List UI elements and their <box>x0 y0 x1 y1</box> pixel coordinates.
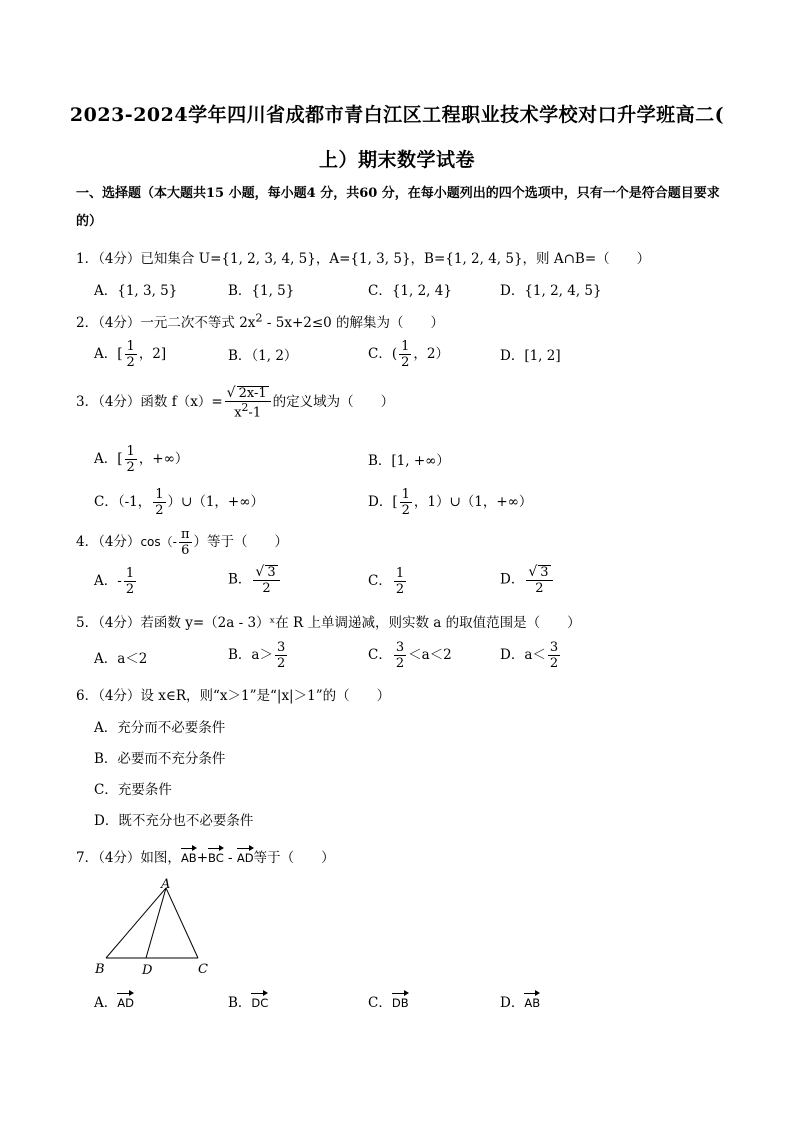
q4-b-num <box>253 565 279 581</box>
q2-a-frac <box>125 340 137 369</box>
q3-c-pre: C．（-1， <box>94 494 152 510</box>
q2-option-a <box>94 340 166 369</box>
q4-c-num: 1 <box>395 566 405 581</box>
q5-c-frac <box>394 641 406 670</box>
q4-d-label: D． <box>500 571 525 588</box>
q1-option-b: B．{1, 5} <box>228 283 295 299</box>
q4-b-den: 2 <box>262 581 271 596</box>
q7-c-vector: DB <box>392 990 409 1010</box>
q4-b-label: B． <box>228 571 252 588</box>
question-4-stem <box>76 528 288 557</box>
q7-b-label: B． <box>228 995 252 1011</box>
q4-a-frac <box>124 567 136 596</box>
question-1-stem: 1．（4分）已知集合 U={1, 2, 3, 4, 5}，A={1, 3, 5}，B={1, 2, 4, 5}，则 A∩B=（ ） <box>76 251 651 267</box>
q5-c-post: ＜a＜2 <box>408 647 452 663</box>
q3-option-c <box>94 488 264 517</box>
question-7-stem <box>76 845 335 866</box>
triangle-figure <box>88 876 218 980</box>
question-6-stem: 6．（4分）设 x∈R，则“x＞1”是“|x|＞1”的（ ） <box>76 688 391 704</box>
exam-title-line1: 2023-2024学年四川省成都市青白江区工程职业技术学校对口升学班高二( <box>69 104 725 126</box>
q4-c-label: C． <box>368 573 392 589</box>
q5-b-den: 2 <box>276 656 286 671</box>
q3-den-a: x <box>234 405 242 421</box>
q1-option-c: C．{1, 2, 4} <box>368 283 452 299</box>
q2-option-b: B．（1, 2） <box>228 348 298 364</box>
q6-option-a: A．充分而不必要条件 <box>94 720 226 736</box>
q7-c-label: C． <box>368 995 392 1011</box>
q7-stem-a: 7．（4分）如图， <box>76 850 181 866</box>
q4-stem-b: ）等于（ ） <box>193 534 289 550</box>
q5-option-b <box>228 641 289 670</box>
q2-a-num: 1 <box>126 339 135 354</box>
q7-b-vector: DC <box>251 990 268 1010</box>
q5-c-den: 2 <box>395 656 405 671</box>
q5-b-pre: B．a＞ <box>228 647 273 663</box>
q4-a-num: 1 <box>125 566 135 581</box>
vector-ad: AD <box>237 845 254 865</box>
q4-d-frac <box>526 565 552 595</box>
q5-c-num: 3 <box>395 640 405 655</box>
q4-c-frac <box>394 567 406 596</box>
label-c: C <box>198 962 208 977</box>
q4-d-den: 2 <box>535 581 544 596</box>
q3-a-post: ，+∞） <box>138 451 189 467</box>
q4-option-c <box>368 567 408 596</box>
q7-stem-b: 等于（ ） <box>253 850 335 866</box>
q7-a-label: A． <box>94 995 118 1011</box>
q7-d-label: D． <box>500 995 525 1011</box>
vector-bc: BC <box>208 845 224 865</box>
q5-b-num: 3 <box>276 640 286 655</box>
q1-option-a: A．{1, 3, 5} <box>94 283 178 299</box>
q4-b-frac <box>253 565 279 595</box>
q2-c-frac <box>399 340 411 369</box>
q5-d-frac <box>548 641 560 670</box>
q7-d-vector: AB <box>524 990 540 1010</box>
sqrt-symbol: √ <box>226 385 236 401</box>
q7-option-d <box>500 990 540 1011</box>
q4-option-a <box>94 567 138 596</box>
q7-a-vector: AD <box>117 990 134 1010</box>
q3-den <box>225 402 271 419</box>
q4-d-num <box>526 565 552 581</box>
q5-option-a: A．a＜2 <box>94 651 148 667</box>
exam-title-line2: 上）期末数学试卷 <box>318 149 475 171</box>
q2-stem-b: - 5x+2≤0 的解集为（ ） <box>262 315 445 331</box>
q4-d-radicand: 3 <box>540 565 549 580</box>
q5-b-frac <box>275 641 287 670</box>
q3-stem-a: 3．（4分）函数 f（x）= <box>76 394 223 411</box>
q7-minus: - <box>223 850 237 866</box>
q5-d-num: 3 <box>549 640 559 655</box>
q5-d-pre: D．a＜ <box>500 647 546 663</box>
q1-option-d: D．{1, 2, 4, 5} <box>500 283 602 299</box>
q3-stem-b: 的定义域为（ ） <box>272 394 395 411</box>
segment-ad <box>146 888 166 958</box>
sqrt-symbol: √ <box>528 564 538 580</box>
q2-stem-a: 2．（4分）一元二次不等式 2x <box>76 315 256 331</box>
q3-num <box>225 386 271 402</box>
q3-a-pre: A．[ <box>94 451 123 467</box>
q3-c-post: ）∪（1，+∞） <box>167 494 264 510</box>
q3-d-frac <box>400 488 412 517</box>
label-a: A <box>161 877 171 892</box>
q7-option-b <box>228 990 268 1011</box>
q5-d-den: 2 <box>549 656 559 671</box>
q3-d-post: ，1）∪（1，+∞） <box>413 494 533 510</box>
question-3-stem <box>76 386 394 419</box>
q7-option-a <box>94 990 134 1011</box>
q6-option-c: C．充要条件 <box>94 782 172 798</box>
q3-option-d <box>368 488 532 517</box>
q3-a-frac <box>125 445 137 474</box>
q3-a-num: 1 <box>126 444 135 459</box>
q3-num-radicand: 2x-1 <box>238 386 267 401</box>
q2-option-c <box>368 340 449 369</box>
vector-ab: AB <box>181 845 197 865</box>
label-b: B <box>95 962 105 977</box>
segment-ac <box>166 888 198 958</box>
q6-option-d: D．既不充分也不必要条件 <box>94 813 254 829</box>
sqrt-symbol: √ <box>255 564 265 580</box>
q3-c-den: 2 <box>155 503 164 518</box>
q7-option-c <box>368 990 409 1011</box>
q2-a-post: ，2] <box>138 346 167 362</box>
q7-plus: + <box>196 850 209 866</box>
q2-stem-sup: 2 <box>255 311 263 325</box>
q2-c-den: 2 <box>401 355 410 370</box>
q3-c-num: 1 <box>155 487 164 502</box>
q4-a-den: 2 <box>125 582 135 597</box>
q3-option-b: B．[1, +∞） <box>368 453 450 469</box>
q3-c-frac <box>153 488 165 517</box>
segment-ab <box>106 888 166 958</box>
q6-option-b: B．必要而不充分条件 <box>94 751 226 767</box>
q4-option-b <box>228 565 282 595</box>
q3-d-pre: D．[ <box>368 494 398 510</box>
q3-frac <box>225 386 271 419</box>
q4-stem-a: 4．（4分） <box>76 534 141 550</box>
q2-c-num: 1 <box>401 339 410 354</box>
q3-den-b: -1 <box>248 405 262 421</box>
q4-pi: π <box>180 527 190 542</box>
q5-option-d <box>500 641 562 670</box>
question-5-stem: 5．（4分）若函数 y=（2a - 3）ˣ在 R 上单调递减，则实数 a 的取值范围是（ ） <box>76 615 581 631</box>
q2-a-pre: A．[ <box>94 346 123 362</box>
q4-c-den: 2 <box>395 582 405 597</box>
q4-b-radicand: 3 <box>267 565 276 580</box>
q3-a-den: 2 <box>126 460 135 475</box>
q4-a-label: A．- <box>94 573 122 589</box>
q3-d-den: 2 <box>401 503 410 518</box>
q5-option-c <box>368 641 452 670</box>
q2-a-den: 2 <box>126 355 135 370</box>
label-d: D <box>142 963 153 978</box>
q4-option-d <box>500 565 555 595</box>
q3-d-num: 1 <box>401 487 410 502</box>
question-2-stem <box>76 311 444 331</box>
q3-den-sup: 2 <box>241 401 249 414</box>
section-heading: 一、选择题（本大题共15 小题，每小题4 分，共60 分，在每小题列出的四个选项中，只有一个是符合题目要求的） <box>76 186 720 229</box>
q3-option-a <box>94 445 188 474</box>
q2-option-d: D．[1, 2] <box>500 348 561 364</box>
q4-frac <box>179 528 192 557</box>
q2-c-post: ，2） <box>413 346 449 362</box>
q2-c-pre: C．( <box>368 346 398 362</box>
q5-c-pre: C． <box>368 647 392 663</box>
q4-six: 6 <box>181 543 190 558</box>
q4-cos: cos（- <box>140 535 177 549</box>
